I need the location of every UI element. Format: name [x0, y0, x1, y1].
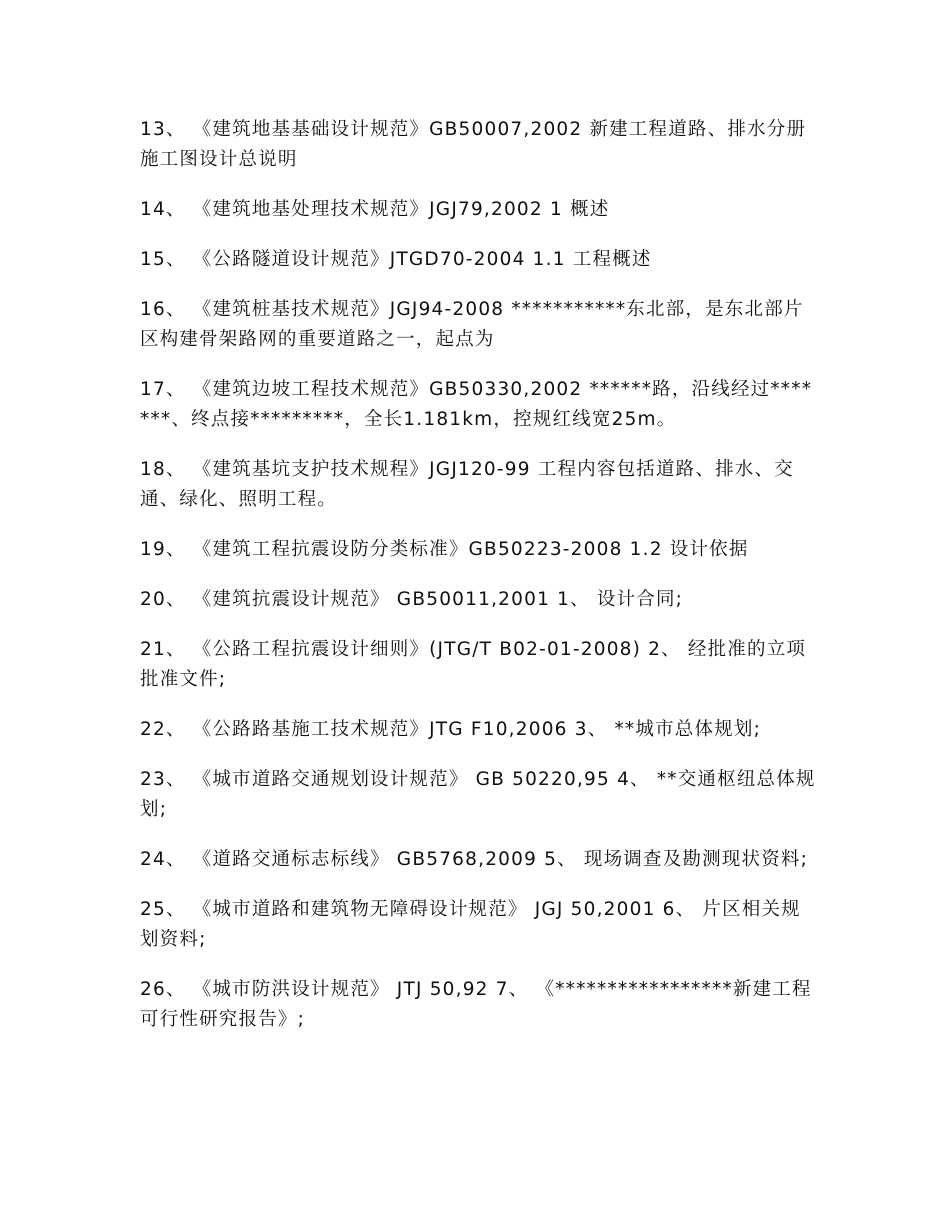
- paragraph-15: 15、 《公路隧道设计规范》JTGD70-2004 1.1 工程概述: [140, 249, 652, 270]
- paragraph-20: 20、 《建筑抗震设计规范》 GB50011,2001 1、 设计合同;: [140, 589, 684, 610]
- paragraph-25: 25、 《城市道路和建筑物无障碍设计规范》 JGJ 50,2001 6、 片区相关规划资料;: [140, 899, 801, 950]
- paragraph-16: 16、 《建筑桩基技术规范》JGJ94-2008 ***********东北部，是东北部片区构建骨架路网的重要道路之一，起点为: [140, 299, 804, 350]
- paragraph-19: 19、 《建筑工程抗震设防分类标准》GB50223-2008 1.2 设计依据: [140, 539, 749, 560]
- paragraph-26: 26、 《城市防洪设计规范》 JTJ 50,92 7、 《*****************新建工程可行性研究报告》;: [140, 979, 812, 1030]
- paragraph-22: 22、 《公路路基施工技术规范》JTG F10,2006 3、 **城市总体规划;: [140, 719, 762, 740]
- paragraph-23: 23、 《城市道路交通规划设计规范》 GB 50220,95 4、 **交通枢纽总体规划;: [140, 769, 816, 820]
- document-body: [140, 115, 820, 1055]
- paragraph-18: 18、 《建筑基坑支护技术规程》JGJ120-99 工程内容包括道路、排水、交通、绿化、照明工程。: [140, 459, 794, 510]
- paragraph-21: 21、 《公路工程抗震设计细则》(JTG/T B02-01-2008) 2、 经批准的立项批准文件;: [140, 639, 807, 690]
- paragraph-13: 13、 《建筑地基基础设计规范》GB50007,2002 新建工程道路、排水分册施工图设计总说明: [140, 119, 807, 170]
- paragraph-24: 24、 《道路交通标志标线》 GB5768,2009 5、 现场调查及勘测现状资料;: [140, 849, 809, 870]
- paragraph-14: 14、 《建筑地基处理技术规范》JGJ79,2002 1 概述: [140, 199, 610, 220]
- paragraph-17: 17、 《建筑边坡工程技术规范》GB50330,2002 ******路，沿线经过*******、终点接*********，全长1.181km，控规红线宽25m。: [140, 379, 813, 430]
